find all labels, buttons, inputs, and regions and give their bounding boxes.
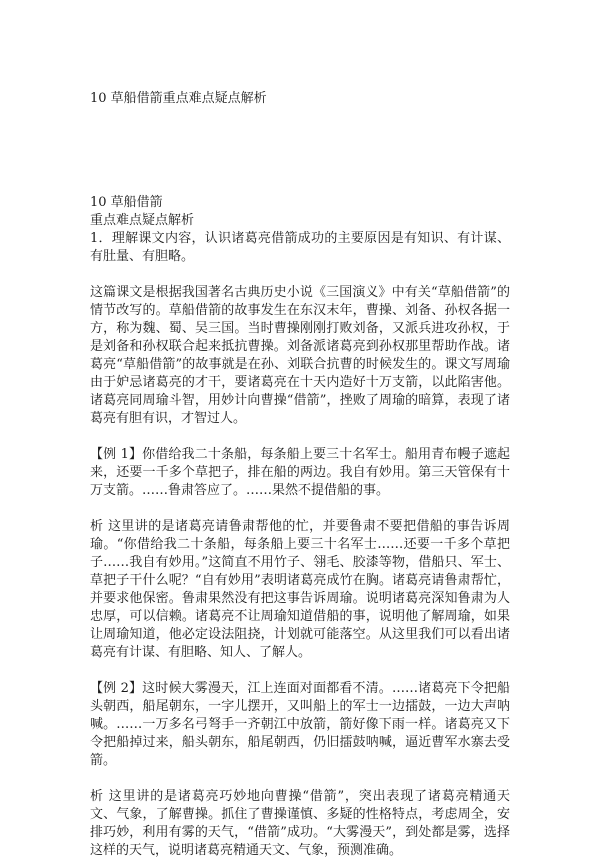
paragraph-gap — [90, 662, 510, 680]
document-body — [90, 194, 510, 860]
example-1: 【例 1】你借给我二十条船，每条船上要三十名军士。船用青布幔子遮起来，还要一千多个草把子，排在船的两边。我自有妙用。第三天管保有十万支箭。……鲁肃答应了。……果然不提借船的事。 — [90, 447, 510, 498]
background-paragraph: 这篇课文是根据我国著名古典历史小说《三国演义》中有关“草船借箭”的情节改写的。草船借箭的故事发生在东汉末年，曹操、刘备、孙权各据一方，称为魏、蜀、吴三国。当时曹操刚刚打败刘备，又派兵进攻孙权，于是刘备和孙权联合起来抵抗曹操。刘备派诸葛亮到孙权那里帮助作战。诸葛亮“草船借箭”的故事就是在孙、刘联合抗曹的时候发生的。课文写周瑜由于妒忌诸葛亮的才干，要诸葛亮在十天内造好十万支箭，以此陷害他。诸葛亮同周瑜斗智，用妙计向曹操“借箭”，挫败了周瑜的暗算，表现了诸葛亮有胆有识，才智过人。 — [90, 285, 510, 426]
point-1: 1．理解课文内容，认识诸葛亮借箭成功的主要原因是有知识、有计谋、有肚量、有胆略。 — [90, 231, 510, 264]
subheading: 重点难点疑点解析 — [90, 213, 195, 228]
paragraph-gap — [90, 500, 510, 518]
example-2: 【例 2】这时候大雾漫天，江上连面对面都看不清。……诸葛亮下令把船头朝西，船尾朝东，一字儿摆开，又叫船上的军士一边擂鼓，一边大声呐喊。……一万多名弓弩手一齐朝江中放箭，箭好像下雨一样。诸葛亮又下令把船掉过来，船头朝东，船尾朝西，仍旧擂鼓呐喊，逼近曹军水寨去受箭。 — [90, 681, 510, 768]
paragraph-gap — [90, 770, 510, 788]
paragraph-gap — [90, 266, 510, 284]
analysis-2: 析 这里讲的是诸葛亮巧妙地向曹操“借箭”，突出表现了诸葛亮精通天文、气象，了解曹操。抓住了曹操谨慎、多疑的性格特点，考虑周全，安排巧妙，利用有雾的天气，“借箭”成功。“大雾漫天”，到处都是雾，选择这样的天气，说明诸葛亮精通天文、气象，预测准确。 — [90, 789, 510, 858]
analysis-1: 析 这里讲的是诸葛亮请鲁肃帮他的忙，并要鲁肃不要把借船的事告诉周瑜。“你借给我二十条船，每条船上要三十名军士……还要一千多个草把子……我自有妙用。”这简直不用竹子、翎毛、胶漆等物，借船只、军士、草把子干什么呢？“自有妙用”表明诸葛亮成竹在胸。诸葛亮请鲁肃帮忙，并要求他保密。鲁肃果然没有把这事告诉周瑜。说明诸葛亮深知鲁肃为人忠厚，可以信赖。诸葛亮不让周瑜知道借船的事，说明他了解周瑜，如果让周瑜知道，他必定设法阻挠，计划就可能落空。从这里我们可以看出诸葛亮有计谋、有胆略、知人、了解人。 — [90, 519, 510, 660]
paragraph-gap — [90, 428, 510, 446]
document-title: 10 草船借箭重点难点疑点解析 — [90, 91, 267, 106]
section-heading: 10 草船借箭 — [90, 195, 163, 210]
